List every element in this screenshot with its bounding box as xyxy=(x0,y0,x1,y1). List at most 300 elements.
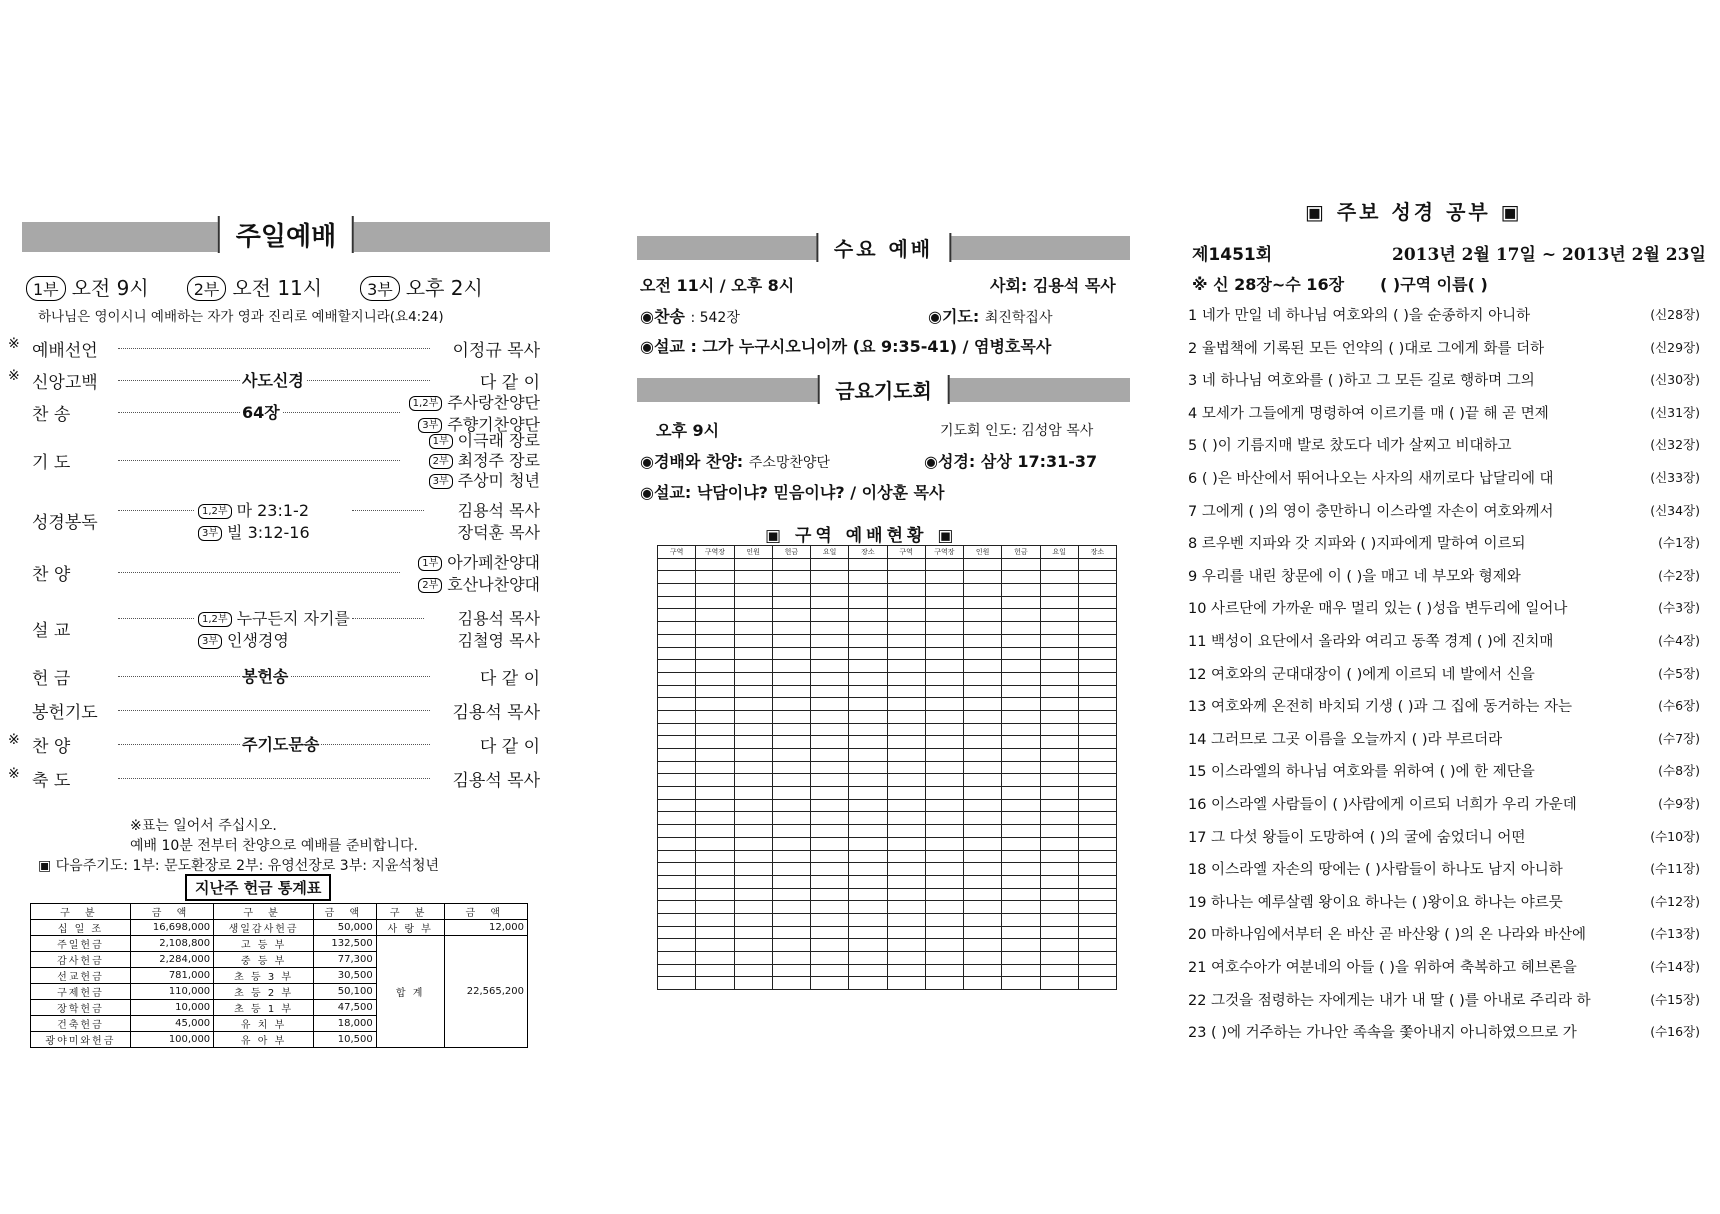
district-row xyxy=(658,825,1117,838)
district-row xyxy=(658,787,1117,800)
district-cell xyxy=(887,850,925,863)
district-cell xyxy=(1040,647,1078,660)
district-cell xyxy=(734,609,772,622)
district-cell xyxy=(849,799,887,812)
district-cell xyxy=(811,736,849,749)
district-cell xyxy=(811,723,849,736)
district-cell xyxy=(696,888,734,901)
question-text: 14 그러므로 그곳 이름을 오늘까지 ( )라 부르더라 xyxy=(1188,731,1503,748)
question-ref: (수10장) xyxy=(1650,828,1700,844)
district-cell xyxy=(887,913,925,926)
district-cell xyxy=(772,812,810,825)
district-cell xyxy=(887,761,925,774)
district-cell xyxy=(849,952,887,965)
district-cell xyxy=(964,558,1002,571)
district-cell xyxy=(925,774,963,787)
district-cell xyxy=(925,710,963,723)
district-cell xyxy=(772,672,810,685)
order-center: 봉헌송 xyxy=(240,664,290,687)
district-cell xyxy=(1078,584,1116,597)
district-cell xyxy=(887,660,925,673)
district-cell xyxy=(772,926,810,939)
order-row xyxy=(0,732,540,757)
district-cell xyxy=(734,736,772,749)
district-cell xyxy=(734,660,772,673)
district-cell xyxy=(925,913,963,926)
district-cell xyxy=(772,977,810,990)
district-row xyxy=(658,863,1117,876)
district-cell xyxy=(811,647,849,660)
question-ref: (신29장) xyxy=(1650,339,1700,355)
district-cell xyxy=(964,571,1002,584)
stand-mark: ※ xyxy=(8,336,20,352)
district-cell xyxy=(772,634,810,647)
district-cell xyxy=(772,787,810,800)
order-label: 기 도 xyxy=(32,453,71,473)
service-tag: 1부 xyxy=(429,434,453,449)
district-cell xyxy=(849,660,887,673)
district-cell xyxy=(887,952,925,965)
district-cell xyxy=(734,926,772,939)
district-cell xyxy=(849,584,887,597)
order-label: 성경봉독 xyxy=(32,513,98,533)
question-ref: (수16장) xyxy=(1650,1024,1700,1040)
district-cell xyxy=(964,672,1002,685)
sunday-verse: 하나님은 영이시니 예배하는 자가 영과 진리로 예배할지니라(요4:24) xyxy=(38,309,444,325)
district-cell xyxy=(1002,749,1040,762)
district-cell xyxy=(811,799,849,812)
question-text: 3 네 하나님 여호와를 ( )하고 그 모든 길로 행하며 그의 xyxy=(1188,373,1535,390)
district-cell xyxy=(658,913,696,926)
order-row xyxy=(0,368,540,393)
district-cell xyxy=(887,634,925,647)
offering-header: 금 액 xyxy=(314,904,377,920)
study-question xyxy=(1188,891,1700,915)
district-cell xyxy=(925,571,963,584)
leader-dots xyxy=(118,348,430,349)
order-row xyxy=(0,609,540,650)
district-cell xyxy=(887,837,925,850)
district-cell xyxy=(925,825,963,838)
order-label: 신앙고백 xyxy=(32,373,98,393)
study-question xyxy=(1188,467,1700,491)
district-cell xyxy=(734,825,772,838)
district-cell xyxy=(964,761,1002,774)
order-sub-item: 2부 호산나찬양대 xyxy=(418,572,540,595)
district-cell xyxy=(849,622,887,635)
district-cell xyxy=(811,571,849,584)
district-row xyxy=(658,837,1117,850)
district-cell xyxy=(658,825,696,838)
district-cell xyxy=(887,888,925,901)
district-cell xyxy=(658,698,696,711)
district-row xyxy=(658,875,1117,888)
district-cell xyxy=(1002,761,1040,774)
district-cell xyxy=(772,596,810,609)
sunday-header-bar xyxy=(22,222,550,252)
district-cell xyxy=(849,964,887,977)
district-cell xyxy=(964,952,1002,965)
district-cell xyxy=(1040,926,1078,939)
district-cell xyxy=(772,723,810,736)
offering-row: 광야미와헌금 100,000 유 아 부 10,500 xyxy=(31,1032,528,1048)
friday-title: 금요기도회 xyxy=(817,375,950,404)
district-cell xyxy=(849,939,887,952)
district-cell xyxy=(925,736,963,749)
district-cell xyxy=(734,698,772,711)
leader-dots xyxy=(118,778,430,779)
district-cell xyxy=(1040,761,1078,774)
district-cell xyxy=(887,672,925,685)
offering-row: 건축헌금 45,000 유 치 부 18,000 xyxy=(31,1016,528,1032)
district-cell xyxy=(849,875,887,888)
district-cell xyxy=(658,672,696,685)
district-cell xyxy=(1002,558,1040,571)
wednesday-prayer: ◉기도: 최진학집사 xyxy=(928,307,1053,326)
district-cell xyxy=(849,787,887,800)
district-cell xyxy=(964,596,1002,609)
wednesday-hymn: ◉찬송 : 542장 xyxy=(640,307,740,326)
district-cell xyxy=(1002,596,1040,609)
district-cell xyxy=(925,837,963,850)
district-cell xyxy=(1040,672,1078,685)
district-cell xyxy=(696,799,734,812)
district-header: 구역장 xyxy=(696,546,734,559)
district-cell xyxy=(849,926,887,939)
offering-row: 구제헌금 110,000 초 등 2 부 50,100 xyxy=(31,984,528,1000)
question-text: 16 이스라엘 사람들이 ( )사람에게 이르되 너희가 우리 가운데 xyxy=(1188,797,1577,813)
question-text: 22 그것을 점령하는 자에게는 내가 내 딸 ( )를 아내로 주리라 하 xyxy=(1188,992,1591,1009)
district-cell xyxy=(849,837,887,850)
service-time-1: 1부 오전 9시 xyxy=(26,272,149,301)
district-cell xyxy=(696,571,734,584)
order-center: 주기도문송 xyxy=(240,732,321,755)
district-cell xyxy=(964,787,1002,800)
district-cell xyxy=(658,571,696,584)
question-ref: (수8장) xyxy=(1658,763,1700,779)
district-cell xyxy=(658,685,696,698)
district-cell xyxy=(925,977,963,990)
district-cell xyxy=(658,723,696,736)
district-cell xyxy=(849,609,887,622)
district-cell xyxy=(887,825,925,838)
district-cell xyxy=(1040,939,1078,952)
friday-time: 오후 9시 xyxy=(656,421,720,440)
district-cell xyxy=(925,647,963,660)
district-cell xyxy=(658,609,696,622)
district-cell xyxy=(1040,812,1078,825)
question-ref: (수12장) xyxy=(1650,893,1700,909)
order-label: 찬 송 xyxy=(32,405,71,425)
order-label: 설 교 xyxy=(32,621,71,641)
district-cell xyxy=(1002,825,1040,838)
offering-table xyxy=(30,903,528,1048)
order-row xyxy=(0,431,540,490)
question-text: 7 그에게 ( )의 영이 충만하니 이스라엘 자손이 여호와께서 xyxy=(1188,503,1554,520)
district-cell xyxy=(925,964,963,977)
question-ref: (수3장) xyxy=(1658,600,1700,616)
district-cell xyxy=(1002,939,1040,952)
order-sub-item: 3부 주향기찬양단 xyxy=(418,412,540,435)
question-ref: (수1장) xyxy=(1658,535,1700,551)
study-question xyxy=(1188,369,1700,393)
district-cell xyxy=(1002,710,1040,723)
district-cell xyxy=(696,913,734,926)
district-cell xyxy=(696,812,734,825)
district-row xyxy=(658,761,1117,774)
district-cell xyxy=(811,787,849,800)
question-ref: (수13장) xyxy=(1650,926,1700,942)
order-sub-item: 1부 이극래 장로 xyxy=(429,428,540,451)
district-cell xyxy=(772,609,810,622)
district-row xyxy=(658,736,1117,749)
district-cell xyxy=(811,749,849,762)
wednesday-title: 수요 예배 xyxy=(816,233,951,262)
district-cell xyxy=(1078,825,1116,838)
district-cell xyxy=(734,964,772,977)
district-cell xyxy=(772,964,810,977)
district-cell xyxy=(811,952,849,965)
district-header: 구역장 xyxy=(925,546,963,559)
district-cell xyxy=(887,939,925,952)
study-question xyxy=(1188,402,1700,426)
district-cell xyxy=(887,749,925,762)
order-sub-item: 1부 아가페찬양대 xyxy=(418,550,540,573)
service-tag: 3부 xyxy=(198,634,222,649)
district-cell xyxy=(772,736,810,749)
order-sub-item: 장덕훈 목사 xyxy=(457,523,540,542)
district-cell xyxy=(1002,660,1040,673)
district-cell xyxy=(1002,634,1040,647)
district-cell xyxy=(849,901,887,914)
district-cell xyxy=(658,837,696,850)
service-tag: 2부 xyxy=(429,454,453,469)
district-cell xyxy=(925,622,963,635)
district-cell xyxy=(696,939,734,952)
district-row xyxy=(658,596,1117,609)
district-cell xyxy=(925,875,963,888)
district-cell xyxy=(887,977,925,990)
district-cell xyxy=(658,850,696,863)
district-cell xyxy=(734,787,772,800)
study-question xyxy=(1188,923,1700,947)
district-cell xyxy=(925,634,963,647)
district-cell xyxy=(964,647,1002,660)
order-sub-item: 김용석 목사 xyxy=(457,501,540,520)
district-row xyxy=(658,901,1117,914)
offering-row: 십 일 조 16,698,000 생일감사헌금 50,000 사 랑 부 12,000 xyxy=(31,920,528,936)
district-cell xyxy=(772,571,810,584)
district-cell xyxy=(734,749,772,762)
district-cell xyxy=(1078,710,1116,723)
service-tag: 3부 xyxy=(429,474,453,489)
question-ref: (수4장) xyxy=(1658,633,1700,648)
district-table xyxy=(657,545,1117,990)
question-text: 21 여호수아가 여분네의 아들 ( )을 위하여 축복하고 헤브론을 xyxy=(1188,960,1577,976)
district-cell xyxy=(1078,736,1116,749)
district-cell xyxy=(1002,622,1040,635)
service-time-2: 2부 오전 11시 xyxy=(187,272,322,301)
district-cell xyxy=(811,964,849,977)
study-question xyxy=(1188,1021,1700,1045)
district-cell xyxy=(1040,863,1078,876)
order-row xyxy=(0,664,540,689)
district-cell xyxy=(734,913,772,926)
district-cell xyxy=(811,558,849,571)
order-leader: 이정규 목사 xyxy=(452,341,540,361)
district-row xyxy=(658,710,1117,723)
district-cell xyxy=(696,723,734,736)
district-cell xyxy=(1040,799,1078,812)
district-row xyxy=(658,913,1117,926)
district-row xyxy=(658,558,1117,571)
district-cell xyxy=(925,863,963,876)
note-praise: 예배 10분 전부터 찬양으로 예배를 준비합니다. xyxy=(130,838,418,854)
district-row xyxy=(658,571,1117,584)
study-question xyxy=(1188,728,1700,752)
district-cell xyxy=(696,584,734,597)
service-time-3: 3부 오후 2시 xyxy=(360,272,483,301)
district-cell xyxy=(849,888,887,901)
district-cell xyxy=(964,634,1002,647)
district-cell xyxy=(658,596,696,609)
district-cell xyxy=(887,596,925,609)
leader-dots xyxy=(118,710,430,711)
district-row xyxy=(658,622,1117,635)
district-cell xyxy=(1002,609,1040,622)
district-cell xyxy=(887,622,925,635)
district-cell xyxy=(696,698,734,711)
order-sub-item: 3부 주상미 청년 xyxy=(429,468,540,491)
order-label: 찬 양 xyxy=(32,565,71,585)
service-tag: 1,2부 xyxy=(198,504,232,519)
leader-dots xyxy=(118,618,194,619)
district-cell xyxy=(811,888,849,901)
district-cell xyxy=(696,837,734,850)
question-text: 17 그 다섯 왕들이 도망하여 ( )의 굴에 숨었더니 어떤 xyxy=(1188,829,1526,846)
district-cell xyxy=(1078,609,1116,622)
study-question xyxy=(1188,565,1700,589)
service-tag: 1,2부 xyxy=(409,396,443,411)
study-title: ▣ 주보 성경 공부 ▣ xyxy=(1305,200,1523,224)
district-cell xyxy=(658,799,696,812)
order-sub-item: 1,2부 누구든지 자기를 xyxy=(198,606,350,629)
district-cell xyxy=(887,710,925,723)
district-cell xyxy=(849,710,887,723)
district-cell xyxy=(925,660,963,673)
order-sub-item: 2부 최정주 장로 xyxy=(429,448,540,471)
district-cell xyxy=(696,710,734,723)
district-cell xyxy=(1078,812,1116,825)
district-cell xyxy=(658,736,696,749)
question-ref: (수9장) xyxy=(1658,796,1700,811)
district-cell xyxy=(1078,787,1116,800)
district-cell xyxy=(772,660,810,673)
district-cell xyxy=(887,723,925,736)
district-cell xyxy=(925,685,963,698)
district-row xyxy=(658,774,1117,787)
district-cell xyxy=(734,901,772,914)
district-cell xyxy=(925,723,963,736)
stand-mark: ※ xyxy=(8,766,20,782)
district-cell xyxy=(658,901,696,914)
district-cell xyxy=(658,863,696,876)
question-text: 20 마하나임에서부터 온 바산 곧 바산왕 ( )의 온 나라와 바산에 xyxy=(1188,927,1587,944)
question-text: 19 하나는 예루살렘 왕이요 하나는 ( )왕이요 하나는 야르뭇 xyxy=(1188,894,1563,911)
district-cell xyxy=(1002,863,1040,876)
district-cell xyxy=(696,647,734,660)
district-cell xyxy=(849,812,887,825)
study-range: ※ 신 28장~수 16장 xyxy=(1192,275,1345,294)
district-cell xyxy=(734,723,772,736)
district-cell xyxy=(1040,634,1078,647)
question-ref: (수5장) xyxy=(1658,665,1700,681)
district-cell xyxy=(1078,685,1116,698)
offering-header: 구 분 xyxy=(214,904,314,920)
district-cell xyxy=(696,609,734,622)
district-cell xyxy=(734,584,772,597)
district-cell xyxy=(734,799,772,812)
district-cell xyxy=(925,850,963,863)
friday-leader: 기도회 인도: 김성암 목사 xyxy=(940,423,1094,439)
district-cell xyxy=(887,799,925,812)
district-cell xyxy=(925,799,963,812)
district-cell xyxy=(811,660,849,673)
district-cell xyxy=(925,761,963,774)
order-row xyxy=(0,393,540,434)
district-cell xyxy=(658,812,696,825)
district-cell xyxy=(887,774,925,787)
district-cell xyxy=(964,825,1002,838)
district-cell xyxy=(734,812,772,825)
service-tag: 2부 xyxy=(418,578,442,593)
district-cell xyxy=(1002,698,1040,711)
service-tag: 1,2부 xyxy=(198,612,232,627)
district-cell xyxy=(1078,749,1116,762)
district-cell xyxy=(696,901,734,914)
district-cell xyxy=(658,926,696,939)
order-sub-item: 1,2부 주사랑찬양단 xyxy=(409,390,540,413)
district-cell xyxy=(849,558,887,571)
district-cell xyxy=(1040,609,1078,622)
district-cell xyxy=(811,761,849,774)
district-cell xyxy=(772,952,810,965)
district-cell xyxy=(734,875,772,888)
wednesday-header-bar xyxy=(637,236,1130,260)
district-cell xyxy=(1078,647,1116,660)
district-cell xyxy=(734,634,772,647)
question-ref: (수14장) xyxy=(1650,959,1700,974)
district-cell xyxy=(1002,812,1040,825)
district-cell xyxy=(658,939,696,952)
order-sub-item: 김철영 목사 xyxy=(457,631,540,650)
district-cell xyxy=(1002,952,1040,965)
study-district-name: ( )구역 이름( ) xyxy=(1380,275,1488,294)
district-cell xyxy=(696,685,734,698)
district-cell xyxy=(658,964,696,977)
note-standing: ※표는 일어서 주십시오. xyxy=(130,818,277,834)
district-cell xyxy=(696,863,734,876)
district-cell xyxy=(964,964,1002,977)
district-cell xyxy=(849,698,887,711)
district-cell xyxy=(964,926,1002,939)
district-cell xyxy=(811,939,849,952)
question-text: 12 여호와의 군대대장이 ( )에게 이르되 네 발에서 신을 xyxy=(1188,666,1535,683)
district-cell xyxy=(849,672,887,685)
question-ref: (수7장) xyxy=(1658,730,1700,746)
district-cell xyxy=(1078,558,1116,571)
district-cell xyxy=(887,647,925,660)
